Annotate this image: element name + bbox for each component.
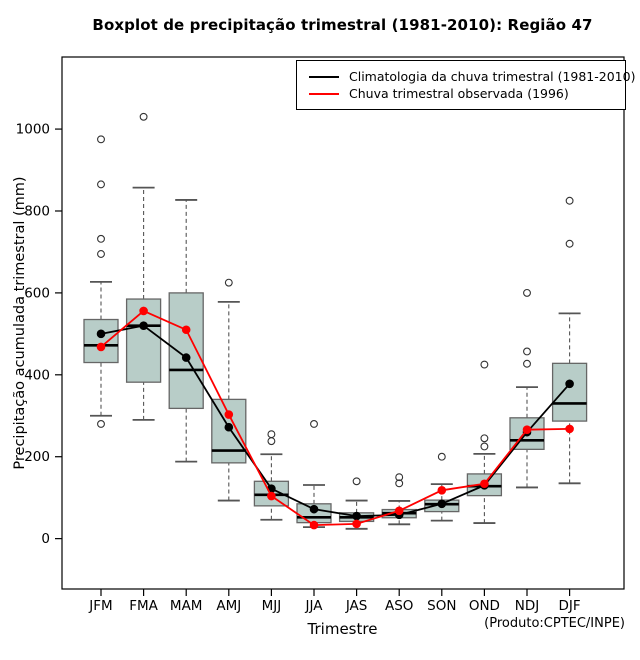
- iqr-box: [84, 320, 118, 363]
- series-point-DJF: [566, 380, 574, 388]
- iqr-box: [553, 363, 587, 421]
- outlier-point: [98, 421, 105, 428]
- outlier-point: [481, 435, 488, 442]
- y-axis-label: Precipitação acumulada trimestral (mm): [12, 176, 28, 470]
- outlier-point: [140, 113, 147, 120]
- series-point-JFM: [97, 343, 105, 351]
- x-tick-label-FMA: FMA: [129, 598, 158, 614]
- outlier-point: [524, 289, 531, 296]
- boxplot-OND: [467, 361, 501, 523]
- legend-label-observada: Chuva trimestral observada (1996): [349, 86, 569, 101]
- boxplot-MJJ: [254, 431, 288, 520]
- x-tick-label-MAM: MAM: [169, 598, 203, 614]
- boxplot-JFM: [84, 136, 118, 427]
- series-point-JJA: [310, 505, 318, 513]
- series-point-JFM: [97, 330, 105, 338]
- outlier-point: [98, 251, 105, 258]
- y-tick-label-800: 800: [24, 203, 50, 220]
- boxplot-NDJ: [510, 289, 544, 487]
- y-tick-label-600: 600: [24, 285, 50, 302]
- outlier-point: [438, 453, 445, 460]
- series-point-SON: [438, 500, 446, 508]
- series-point-MJJ: [268, 492, 276, 500]
- observada-line-swatch-icon: [309, 93, 339, 95]
- x-tick-label-JAS: JAS: [345, 598, 368, 614]
- boxplot-DJF: [553, 197, 587, 483]
- legend-label-climatologia: Climatologia da chuva trimestral (1981-2010): [349, 69, 636, 84]
- outlier-point: [481, 361, 488, 368]
- outlier-point: [524, 360, 531, 367]
- series-point-MAM: [182, 354, 190, 362]
- outlier-point: [524, 348, 531, 355]
- series-point-SON: [438, 486, 446, 494]
- series-point-ASO: [395, 507, 403, 515]
- series-point-JAS: [353, 512, 361, 520]
- outlier-point: [566, 240, 573, 247]
- series-point-MAM: [182, 326, 190, 334]
- outlier-point: [566, 197, 573, 204]
- outlier-point: [98, 235, 105, 242]
- x-tick-label-NDJ: NDJ: [514, 598, 540, 614]
- legend: [296, 60, 636, 110]
- x-axis-label: Trimestre: [307, 620, 378, 638]
- x-tick-label-OND: OND: [468, 598, 500, 614]
- outlier-point: [98, 181, 105, 188]
- outlier-point: [481, 443, 488, 450]
- boxplot-FMA: [127, 113, 161, 419]
- x-tick-label-DJF: DJF: [558, 598, 581, 614]
- outlier-point: [353, 478, 360, 485]
- chart-title: Boxplot de precipitação trimestral (1981-2010): Região 47: [92, 16, 593, 34]
- outlier-point: [268, 431, 275, 438]
- x-tick-label-JFM: JFM: [89, 598, 113, 614]
- y-tick-label-0: 0: [41, 531, 50, 548]
- producer-annotation: (Produto:CPTEC/INPE): [484, 616, 625, 631]
- outlier-point: [311, 421, 318, 428]
- x-tick-label-ASO: ASO: [384, 598, 414, 614]
- outlier-point: [268, 438, 275, 445]
- series-point-AMJ: [225, 411, 233, 419]
- y-tick-label-1000: 1000: [15, 121, 50, 138]
- outlier-point: [225, 279, 232, 286]
- y-tick-label-400: 400: [24, 367, 50, 384]
- x-tick-label-MJJ: MJJ: [261, 598, 282, 614]
- series-point-OND: [481, 480, 489, 488]
- series-point-FMA: [140, 307, 148, 315]
- y-tick-label-200: 200: [24, 449, 50, 466]
- series-point-AMJ: [225, 423, 233, 431]
- series-point-JJA: [310, 521, 318, 529]
- x-tick-label-AMJ: AMJ: [216, 598, 242, 614]
- series-point-DJF: [566, 425, 574, 433]
- series-point-NDJ: [523, 426, 531, 434]
- outlier-point: [98, 136, 105, 143]
- legend-item-observada: [309, 85, 615, 102]
- series-point-FMA: [140, 322, 148, 330]
- climatologia-line-swatch-icon: [309, 76, 339, 78]
- iqr-box: [169, 293, 203, 408]
- x-tick-label-SON: SON: [427, 598, 457, 614]
- series-point-JAS: [353, 520, 361, 528]
- legend-item-climatologia: [309, 68, 636, 85]
- x-tick-label-JJA: JJA: [305, 598, 323, 614]
